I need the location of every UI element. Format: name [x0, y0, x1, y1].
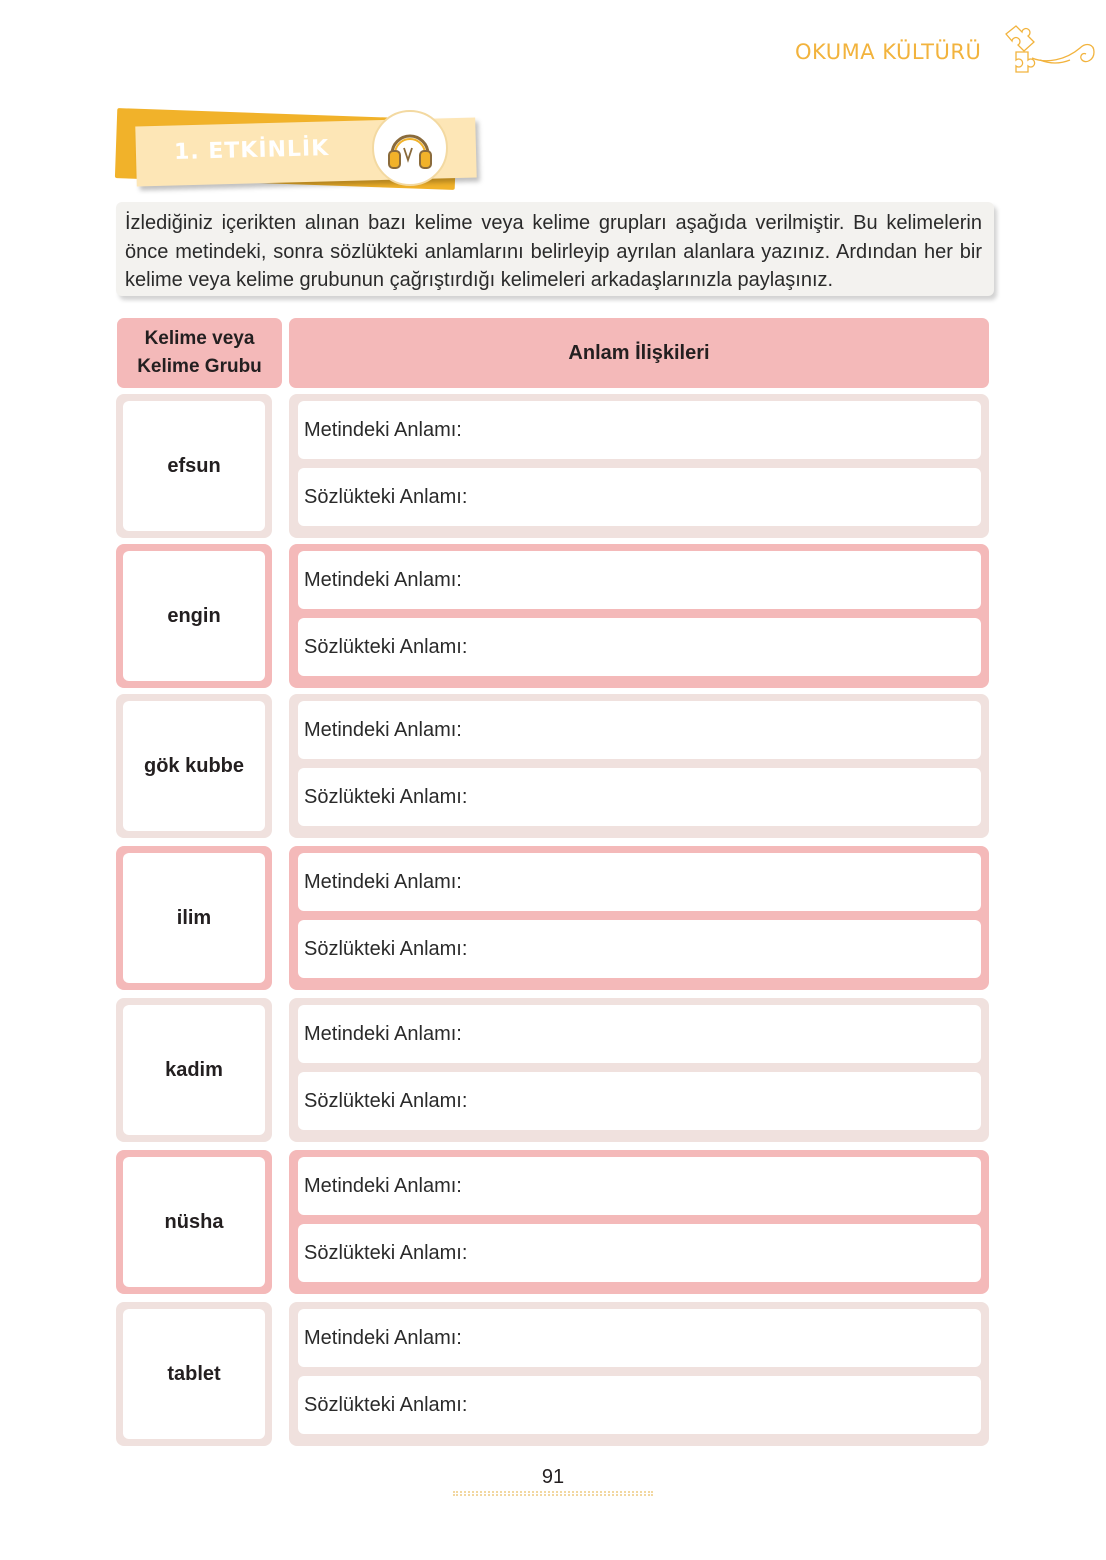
column-header-relations: Anlam İlişkileri: [289, 318, 989, 388]
page-number-underline: [453, 1491, 653, 1496]
column-header-word: [117, 318, 282, 388]
word-label: gök kubbe: [123, 701, 265, 831]
meaning-cell: [289, 846, 989, 990]
word-cell: [116, 694, 272, 838]
meaning-cell: [289, 544, 989, 688]
word-label: tablet: [123, 1309, 265, 1439]
word-cell: [116, 394, 272, 538]
dictionary-meaning-field[interactable]: Sözlükteki Anlamı:: [298, 1072, 981, 1130]
word-label: nüsha: [123, 1157, 265, 1287]
dictionary-meaning-field[interactable]: Sözlükteki Anlamı:: [298, 618, 981, 676]
activity-title: 1. ETKİNLİK: [173, 135, 330, 166]
word-label: efsun: [123, 401, 265, 531]
meaning-cell: [289, 1302, 989, 1446]
word-cell: [116, 544, 272, 688]
text-meaning-field[interactable]: Metindeki Anlamı:: [298, 401, 981, 459]
dictionary-meaning-field[interactable]: Sözlükteki Anlamı:: [298, 1224, 981, 1282]
instruction-text: İzlediğiniz içerikten alınan bazı kelime veya kelime grupları aşağıda verilmiştir. Bu kelimelerin önce metindeki, sonra sözlükteki anlamlarını belirleyip ayrılan alanlara yazınız. Ardından her bir kelime veya kelime grubunun çağrıştırdığı kelimeleri arkadaşlarınızla paylaşınız.: [116, 202, 994, 296]
word-label: ilim: [123, 853, 265, 983]
puzzle-swirl-icon: [992, 22, 1098, 82]
meaning-cell: [289, 394, 989, 538]
text-meaning-field[interactable]: Metindeki Anlamı:: [298, 1157, 981, 1215]
column-header-word-line1: Kelime veya: [144, 328, 255, 349]
page-number: 91: [541, 1466, 565, 1488]
meaning-cell: [289, 694, 989, 838]
section-title: OKUMA KÜLTÜRÜ: [795, 40, 982, 64]
meaning-cell: [289, 998, 989, 1142]
dictionary-meaning-field[interactable]: Sözlükteki Anlamı:: [298, 1376, 981, 1434]
word-label: engin: [123, 551, 265, 681]
text-meaning-field[interactable]: Metindeki Anlamı:: [298, 853, 981, 911]
meaning-cell: [289, 1150, 989, 1294]
word-cell: [116, 1150, 272, 1294]
headphones-icon: [372, 110, 448, 186]
word-cell: [116, 846, 272, 990]
dictionary-meaning-field[interactable]: Sözlükteki Anlamı:: [298, 468, 981, 526]
activity-badge: [112, 108, 484, 200]
dictionary-meaning-field[interactable]: Sözlükteki Anlamı:: [298, 768, 981, 826]
word-label: kadim: [123, 1005, 265, 1135]
word-cell: [116, 1302, 272, 1446]
word-cell: [116, 998, 272, 1142]
column-header-word-line2: Kelime Grubu: [137, 356, 262, 377]
text-meaning-field[interactable]: Metindeki Anlamı:: [298, 1309, 981, 1367]
dictionary-meaning-field[interactable]: Sözlükteki Anlamı:: [298, 920, 981, 978]
text-meaning-field[interactable]: Metindeki Anlamı:: [298, 1005, 981, 1063]
text-meaning-field[interactable]: Metindeki Anlamı:: [298, 701, 981, 759]
text-meaning-field[interactable]: Metindeki Anlamı:: [298, 551, 981, 609]
